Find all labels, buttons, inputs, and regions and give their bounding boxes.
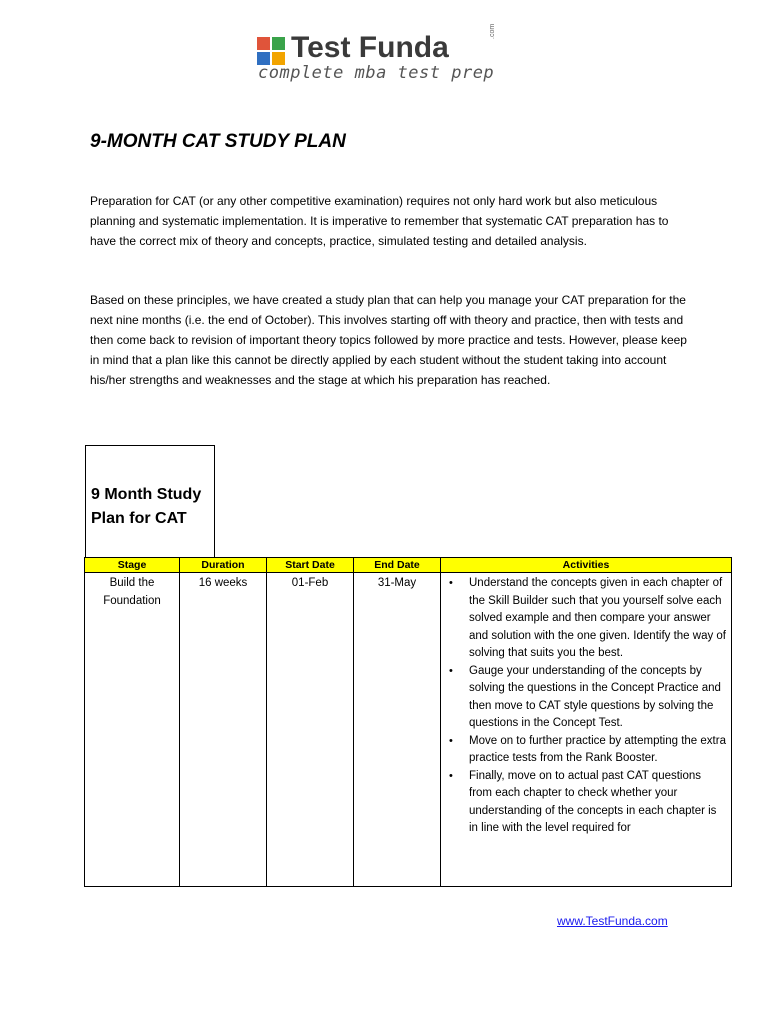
- principles-paragraph: Based on these principles, we have created a study plan that can help you manage your CAT preparation for the next nine months (i.e. the end of October). This involves starting off with theory and practice, then with tests and then come back to revision of important theory topics followed by more practice and tests. However, please keep in mind that a plan like this cannot be directly applied by each student without the student taking into account his/her strengths and weaknesses and the stage at which his preparation has reached.: [90, 293, 687, 387]
- table-row: [85, 573, 732, 887]
- plan-title: 9 Month Study Plan for CAT: [91, 486, 202, 527]
- stage-cell: Build the Foundation: [85, 573, 180, 887]
- activities-cell: [441, 573, 732, 887]
- header-end-date: End Date: [354, 558, 441, 573]
- activities-list: [447, 575, 727, 838]
- header-activities: Activities: [441, 558, 732, 573]
- start-date-cell: 01-Feb: [267, 573, 354, 887]
- testfunda-logo: [257, 23, 507, 93]
- document-title: 9-MONTH CAT STUDY PLAN: [90, 131, 346, 152]
- header-start-date: Start Date: [267, 558, 354, 573]
- end-date-cell: 31-May: [354, 573, 441, 887]
- duration-cell: 16 weeks: [180, 573, 267, 887]
- list-item: • Finally, move on to actual past CAT questions from each chapter to check whether your understanding of the concepts in each chapter is in line with the level required for: [469, 768, 727, 838]
- study-plan-table: [84, 557, 732, 887]
- footer-website-link[interactable]: www.TestFunda.com: [557, 914, 668, 928]
- logo-com-suffix: .com: [489, 23, 496, 39]
- logo-brand-name: Test Funda: [291, 31, 449, 64]
- list-item: • Move on to further practice by attempting the extra practice tests from the Rank Booster.: [469, 733, 727, 768]
- header-stage: Stage: [85, 558, 180, 573]
- logo-tiles-icon: [257, 37, 285, 65]
- header-duration: Duration: [180, 558, 267, 573]
- logo-tagline: complete mba test prep: [258, 63, 495, 83]
- list-item: • Gauge your understanding of the concepts by solving the questions in the Concept Practice and then move to CAT style questions by solving the questions in the Concept Test.: [469, 663, 727, 733]
- list-item: • Understand the concepts given in each chapter of the Skill Builder such that you yourself solve each solved example and then compare your answer and solution with the one given. Identify the way of solving that suits you the best.: [469, 575, 727, 663]
- plan-title-box: [85, 445, 215, 557]
- table-header-row: [85, 558, 732, 573]
- intro-paragraph: Preparation for CAT (or any other competitive examination) requires not only hard work but also meticulous planning and systematic implementation. It is imperative to remember that systematic CAT preparation has to have the correct mix of theory and concepts, practice, simulated testing and detailed analysis.: [90, 194, 669, 248]
